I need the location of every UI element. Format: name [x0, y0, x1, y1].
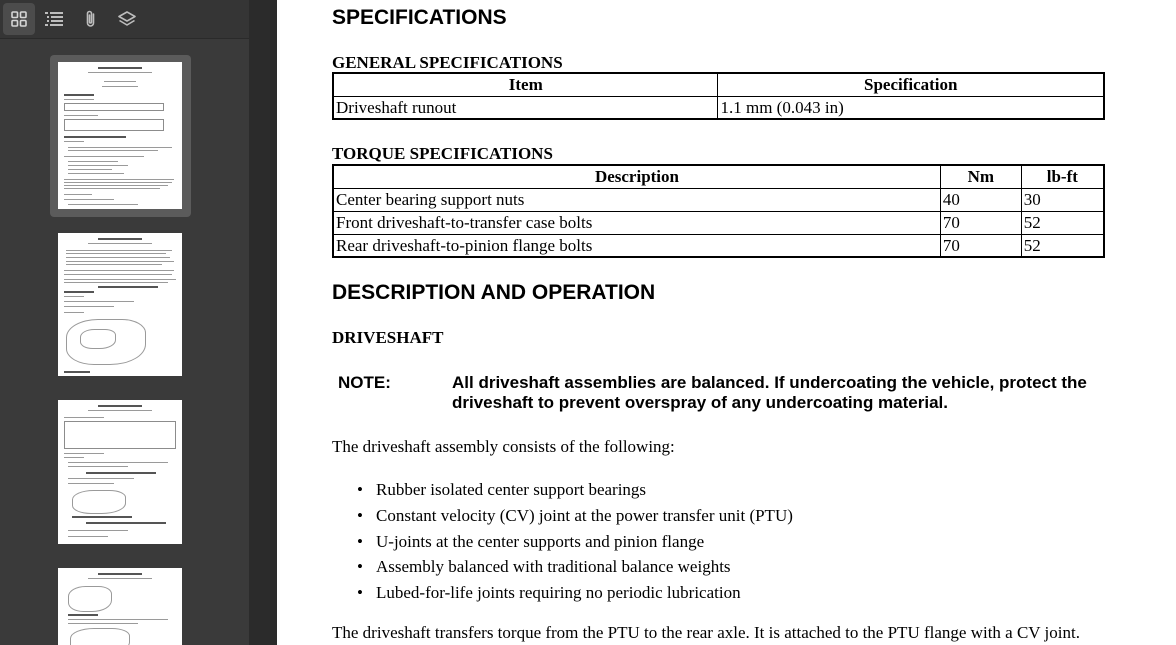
table-cell: 1.1 mm (0.043 in) [718, 96, 1104, 119]
closing-paragraph: The driveshaft transfers torque from the PTU to the rear axle. It is attached to the PTU flange with a CV joint. [332, 623, 1080, 642]
table-cell: 52 [1021, 234, 1104, 257]
column-header-lbft: lb-ft [1021, 165, 1104, 188]
document-page [277, 0, 1176, 645]
column-header-specification: Specification [718, 73, 1104, 96]
page-thumbnail-2[interactable] [58, 233, 182, 376]
table-header-row [333, 165, 1104, 188]
thumbnail-sidebar [0, 0, 249, 645]
layers-icon [117, 10, 137, 28]
component-list [357, 477, 793, 606]
column-header-item: Item [333, 73, 718, 96]
grid-icon [10, 10, 28, 28]
note-label: NOTE: [338, 373, 391, 392]
specifications-heading: SPECIFICATIONS [332, 6, 507, 29]
list-item: • Rubber isolated center support bearings [357, 477, 793, 503]
list-item: • Assembly balanced with traditional balance weights [357, 554, 793, 580]
table-cell: Driveshaft runout [333, 96, 718, 119]
page-thumbnail-4[interactable] [58, 568, 182, 645]
pane-gutter [249, 0, 277, 645]
table-cell: Front driveshaft-to-transfer case bolts [333, 211, 940, 234]
outline-view-button[interactable] [38, 3, 70, 35]
general-specs-title: GENERAL SPECIFICATIONS [332, 53, 563, 72]
thumbnails-view-button[interactable] [3, 3, 35, 35]
table-row [333, 96, 1104, 119]
list-item: • U-joints at the center supports and pinion flange [357, 529, 793, 555]
table-row [333, 211, 1104, 234]
attachments-view-button[interactable] [75, 3, 107, 35]
sidebar-toolbar [0, 0, 249, 39]
torque-specs-title: TORQUE SPECIFICATIONS [332, 144, 553, 163]
table-row [333, 234, 1104, 257]
driveshaft-heading: DRIVESHAFT [332, 328, 444, 347]
intro-paragraph: The driveshaft assembly consists of the following: [332, 437, 675, 456]
table-cell: Rear driveshaft-to-pinion flange bolts [333, 234, 940, 257]
table-row [333, 188, 1104, 211]
list-item: • Constant velocity (CV) joint at the power transfer unit (PTU) [357, 503, 793, 529]
page-thumbnail-3[interactable] [58, 400, 182, 544]
layers-view-button[interactable] [111, 3, 143, 35]
column-header-description: Description [333, 165, 940, 188]
table-cell: 40 [940, 188, 1021, 211]
list-item: • Lubed-for-life joints requiring no periodic lubrication [357, 580, 793, 606]
table-cell: 30 [1021, 188, 1104, 211]
paperclip-icon [82, 9, 100, 29]
note-text: All driveshaft assemblies are balanced. If undercoating the vehicle, protect the driveshaft to prevent overspray of any undercoating material. [452, 373, 1087, 412]
general-specs-table [332, 72, 1105, 120]
torque-specs-table [332, 164, 1105, 258]
column-header-nm: Nm [940, 165, 1021, 188]
table-cell: 70 [940, 211, 1021, 234]
thumbnail-list [0, 40, 249, 645]
table-cell: 52 [1021, 211, 1104, 234]
table-cell: Center bearing support nuts [333, 188, 940, 211]
table-header-row [333, 73, 1104, 96]
page-thumbnail-1[interactable] [58, 62, 182, 209]
list-icon [44, 10, 64, 28]
table-cell: 70 [940, 234, 1021, 257]
description-heading: DESCRIPTION AND OPERATION [332, 281, 656, 304]
